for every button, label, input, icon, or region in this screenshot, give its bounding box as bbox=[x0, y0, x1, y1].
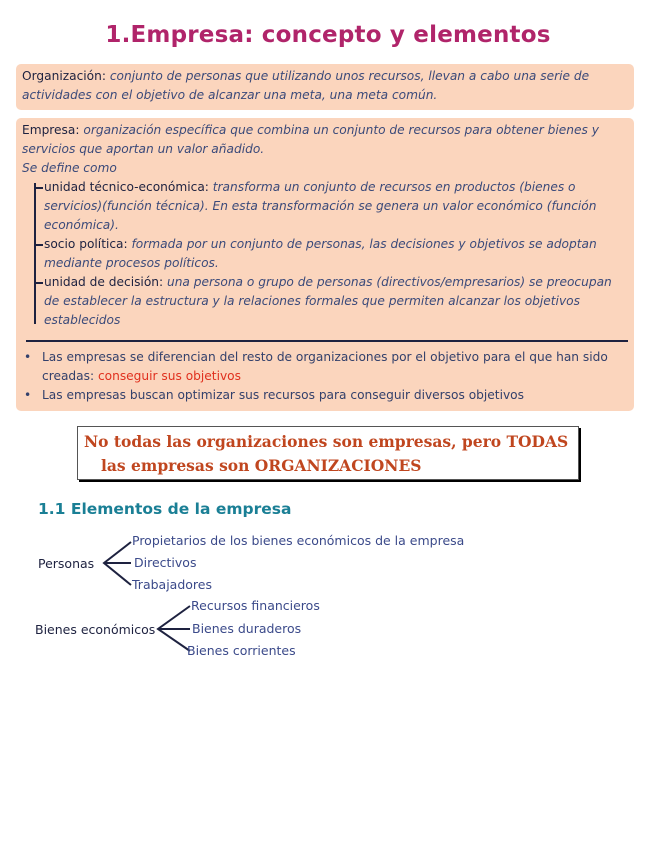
notice-line-1: No todas las organizaciones son empresas, pero TODAS bbox=[84, 432, 569, 451]
leaf-item: Trabajadores bbox=[132, 577, 212, 592]
divider bbox=[26, 340, 628, 342]
aspect-term: socio política: bbox=[44, 237, 128, 251]
group-label-personas: Personas bbox=[38, 556, 95, 571]
leaf-item: Bienes duraderos bbox=[192, 621, 302, 636]
definition-empresa bbox=[16, 118, 634, 411]
se-define-label: Se define como bbox=[22, 161, 117, 175]
bullet-highlight: conseguir sus objetivos bbox=[97, 369, 241, 383]
aspect-text: una persona o grupo de personas (directivos/empresarios) se preocupan de establecer la estructura y la relaciones formales que permiten alcanzar los objetivos establecidos bbox=[44, 275, 612, 327]
leaf-item: Directivos bbox=[134, 555, 197, 570]
aspect-text: formada por un conjunto de personas, las decisiones y objetivos se adoptan mediante procesos políticos. bbox=[44, 237, 597, 270]
aspect-item bbox=[44, 235, 628, 273]
notice-line-2: las empresas son ORGANIZACIONES bbox=[101, 456, 422, 475]
aspect-term: unidad técnico-económica: bbox=[44, 180, 209, 194]
notice-box bbox=[77, 426, 579, 480]
bullet-text: Las empresas se diferencian del resto de organizaciones por el objetivo para el que han sido creadas: bbox=[42, 350, 608, 383]
elements-diagram bbox=[0, 528, 656, 668]
section-title: 1.1 Elementos de la empresa bbox=[38, 500, 292, 518]
definition-text-organizacion: conjunto de personas que utilizando unos recursos, llevan a cabo una serie de actividades con el objetivo de alcanzar una meta, una meta común. bbox=[22, 69, 590, 102]
bullet-item bbox=[22, 386, 628, 405]
leaf-item: Bienes corrientes bbox=[187, 643, 296, 658]
aspect-item bbox=[44, 273, 628, 330]
bullet-item bbox=[22, 348, 628, 386]
aspect-term: unidad de decisión: bbox=[44, 275, 164, 289]
page-title: 1.Empresa: concepto y elementos bbox=[105, 22, 551, 48]
leaf-item: Recursos financieros bbox=[191, 598, 320, 613]
term-empresa: Empresa: bbox=[22, 123, 80, 137]
diagram-connectors bbox=[0, 528, 656, 668]
bullet-text: Las empresas buscan optimizar sus recursos para conseguir diversos objetivos bbox=[42, 388, 524, 402]
aspect-text: transforma un conjunto de recursos en productos (bienes o servicios)(función técnica). En esta transformación se genera un valor económico (función económica). bbox=[44, 180, 597, 232]
group-label-bienes: Bienes económicos bbox=[35, 622, 156, 637]
empresa-aspects-tree bbox=[32, 178, 628, 330]
definition-text-empresa: organización específica que combina un conjunto de recursos para obtener bienes y servicios que aportan un valor añadido. bbox=[22, 123, 599, 156]
definition-organizacion bbox=[16, 64, 634, 110]
aspect-item bbox=[44, 178, 628, 235]
term-organizacion: Organización: bbox=[22, 69, 106, 83]
empresa-bullets bbox=[22, 348, 628, 405]
leaf-item: Propietarios de los bienes económicos de la empresa bbox=[132, 533, 465, 548]
